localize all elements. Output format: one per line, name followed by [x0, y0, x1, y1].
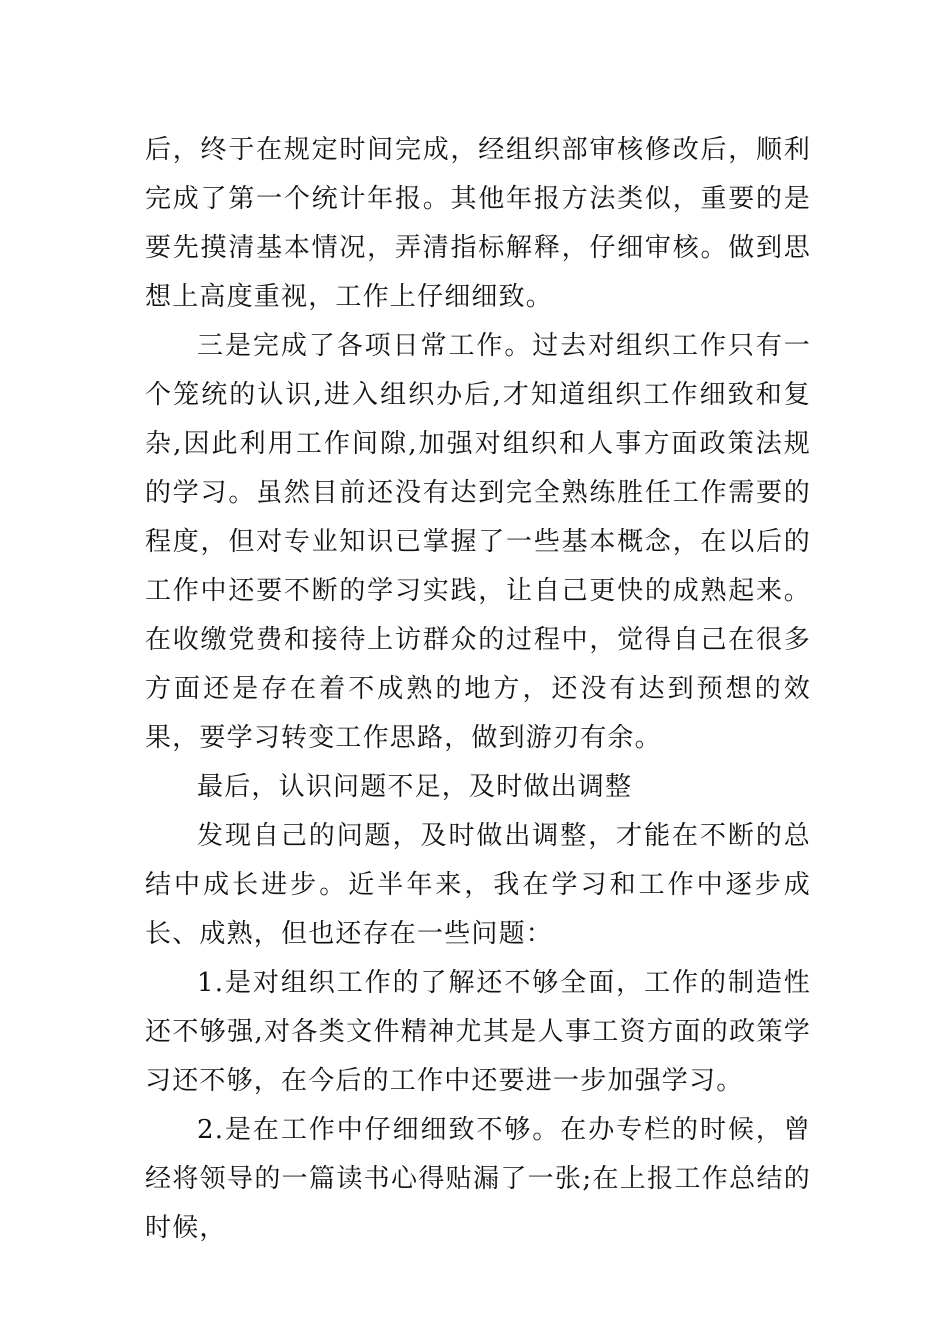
paragraph-heading-finally: 最后，认识问题不足，及时做出调整	[197, 772, 633, 802]
paragraph-continuation: 后，终于在规定时间完成，经组织部审核修改后，顺利完成了第一个统计年报。其他年报方法类似，重要的是要先摸清基本情况，弄清指标解释，仔细审核。做到思想上高度重视，工作上仔细细致。	[145, 135, 811, 312]
document-body	[145, 126, 811, 1253]
paragraph-self-review: 发现自己的问题，及时做出调整，才能在不断的总结中成长进步。近半年来，我在学习和工作中逐步成长、成熟，但也还存在一些问题：	[145, 821, 811, 949]
paragraph-issue-1: 1.是对组织工作的了解还不够全面，工作的制造性还不够强,对各类文件精神尤其是人事工资方面的政策学习还不够，在今后的工作中还要进一步加强学习。	[145, 968, 811, 1096]
paragraph-daily-work: 三是完成了各项日常工作。过去对组织工作只有一个笼统的认识,进入组织办后,才知道组织工作细致和复杂,因此利用工作间隙,加强对组织和人事方面政策法规的学习。虽然目前还没有达到完全熟练胜任工作需要的程度，但对专业知识已掌握了一些基本概念，在以后的工作中还要不断的学习实践，让自己更快的成熟起来。在收缴党费和接待上访群众的过程中，觉得自己在很多方面还是存在着不成熟的地方，还没有达到预想的效果，要学习转变工作思路，做到游刃有余。	[145, 331, 811, 753]
paragraph-issue-2: 2.是在工作中仔细细致不够。在办专栏的时候，曾经将领导的一篇读书心得贴漏了一张;在上报工作总结的时候，	[145, 1115, 811, 1243]
